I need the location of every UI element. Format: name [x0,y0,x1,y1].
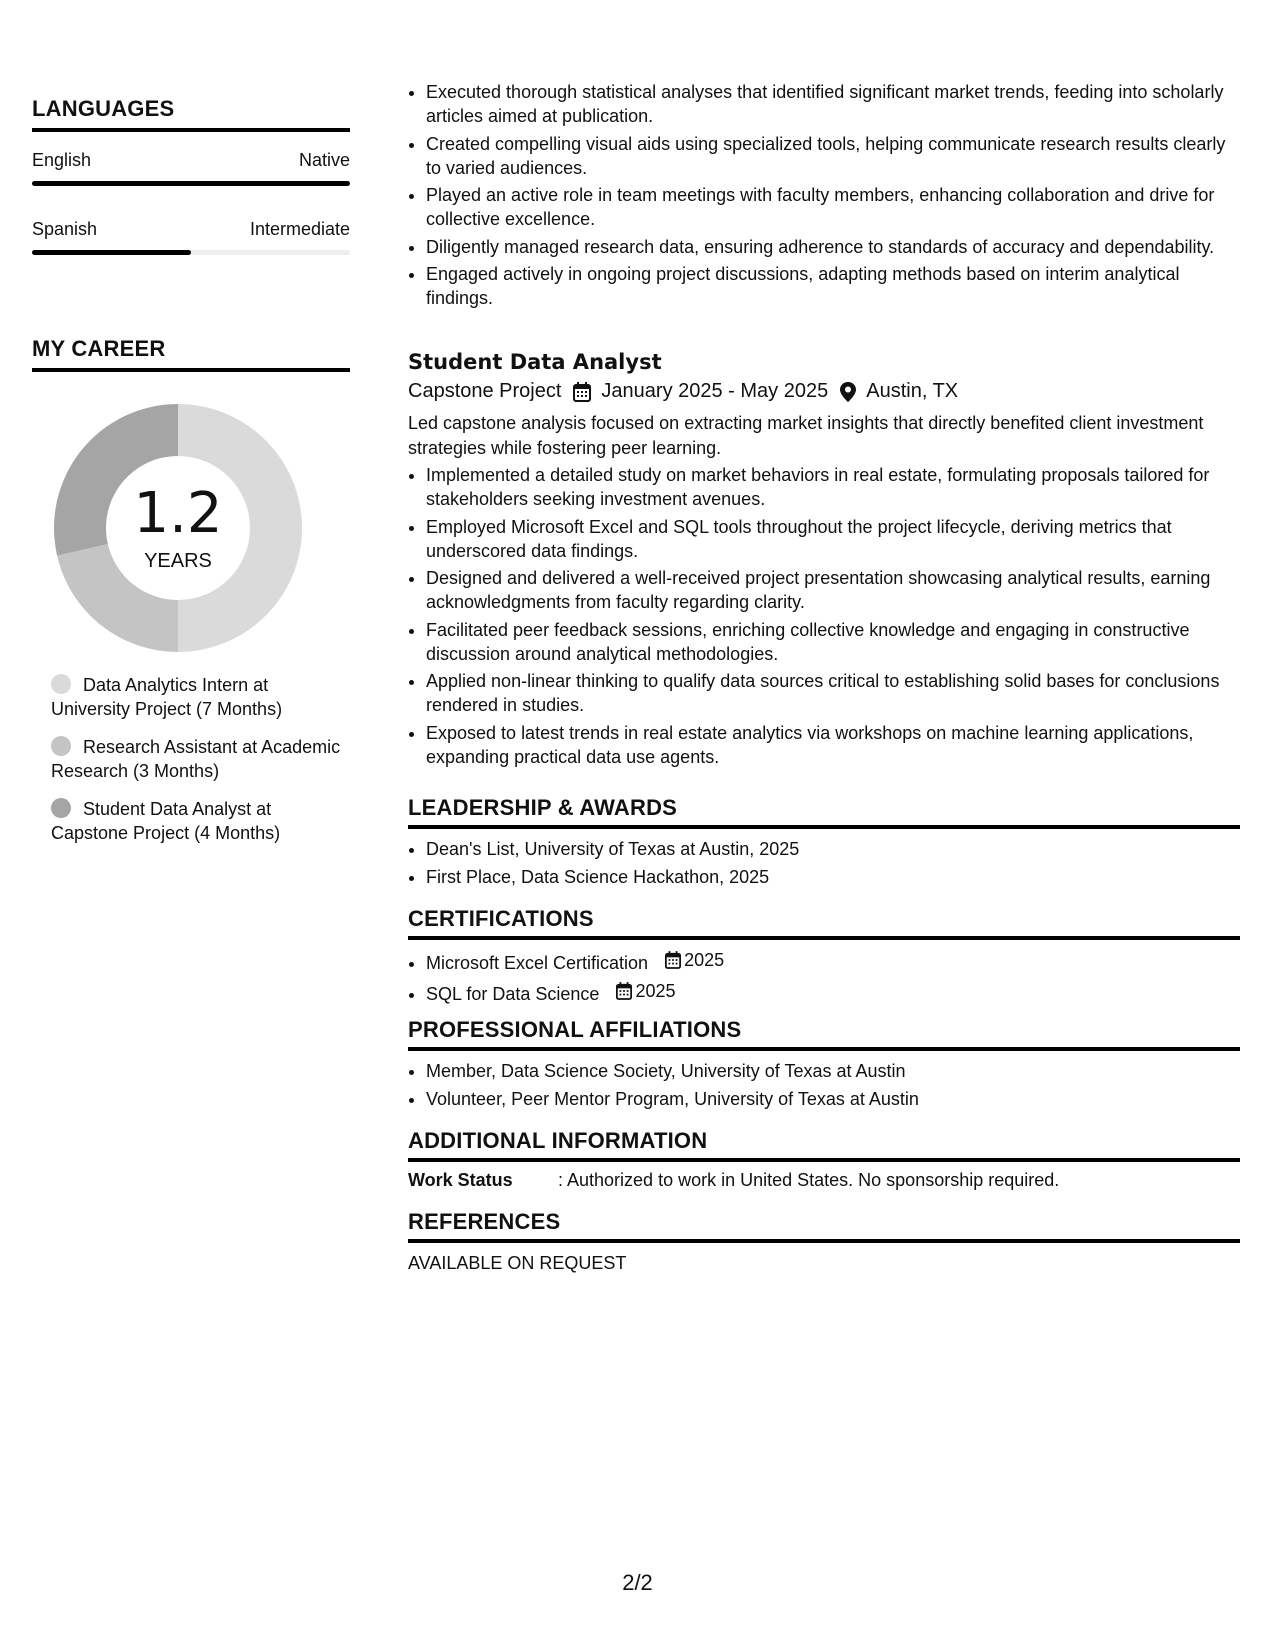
list-item [426,979,1240,1006]
list-item: • Played an active role in team meetings with faculty members, enhancing collaboration and drive for collective excellence. [426,183,1240,231]
language-level: Intermediate [249,219,350,239]
career-total-value: 1.2 [133,481,223,546]
calendar-icon [616,982,632,1000]
list-item: • Created compelling visual aids using specialized tools, helping communicate research results clearly to varied audiences. [426,132,1240,180]
job-entry [408,350,1240,772]
references-section [408,1209,1240,1274]
career-donut-chart [54,404,302,652]
language-item-spanish [32,219,350,255]
language-item-english [32,150,350,186]
certifications-section [408,906,1240,1009]
list-item: • Member, Data Science Society, University of Texas at Austin [426,1059,1240,1083]
leadership-heading: LEADERSHIP & AWARDS [408,795,1240,829]
legend-label: Data Analytics Intern at University Project (7 Months) [51,675,283,719]
work-status-value: : Authorized to work in United States. No sponsorship required. [558,1170,1060,1190]
previous-job-bullets [408,80,1240,314]
language-proficiency-bar [32,181,350,186]
legend-dot [51,798,71,818]
job-location: Austin, TX [866,380,959,402]
career-legend-item [51,797,351,845]
work-status-row [408,1170,1240,1191]
list-item: • Engaged actively in ongoing project discussions, adapting methods based on interim analytical findings. [426,262,1240,310]
certifications-heading: CERTIFICATIONS [408,906,1240,940]
legend-label: Student Data Analyst at Capstone Project (4 Months) [51,799,281,843]
calendar-icon [573,382,591,402]
list-item: • Dean's List, University of Texas at Austin, 2025 [426,837,1240,861]
job-title: Student Data Analyst [408,350,662,374]
job-description: Led capstone analysis focused on extracting market insights that directly benefited client investment strategies while fostering peer learning. [408,413,1204,458]
legend-dot [51,674,71,694]
career-legend-item [51,735,351,783]
list-item: • Diligently managed research data, ensuring adherence to standards of accuracy and dependability. [426,235,1240,259]
list-item: • Designed and delivered a well-received project presentation showcasing analytical results, earning acknowledgments from faculty regarding clarity. [426,566,1240,614]
list-item: • Facilitated peer feedback sessions, enriching collective knowledge and engaging in constructive discussion around analytical methodologies. [426,618,1240,666]
list-item: • Executed thorough statistical analyses that identified significant market trends, feeding into scholarly articles aimed at publication. [426,80,1240,128]
additional-info-heading: ADDITIONAL INFORMATION [408,1128,1240,1162]
cert-name: SQL for Data Science [426,983,600,1004]
languages-heading: LANGUAGES [32,96,350,132]
map-pin-icon [840,382,856,402]
page-number: 2/2 [622,1570,653,1595]
legend-label: Research Assistant at Academic Research (3 Months) [51,737,341,781]
list-item: • Applied non-linear thinking to qualify data sources critical to establishing solid bases for conclusions rendered in studies. [426,669,1240,717]
language-proficiency-fill [32,250,191,255]
leadership-section [408,795,1240,892]
cert-date: 2025 [635,980,676,1001]
additional-info-section [408,1128,1240,1191]
job-dates: January 2025 - May 2025 [601,380,829,402]
affiliations-section [408,1017,1240,1114]
affiliations-heading: PROFESSIONAL AFFILIATIONS [408,1017,1240,1051]
list-item: • Implemented a detailed study on market behaviors in real estate, formulating proposals tailored for stakeholders seeking investment avenues. [426,463,1240,511]
language-level: Native [298,150,350,170]
language-name: English [32,150,92,170]
career-total-unit: YEARS [144,550,212,572]
cert-date: 2025 [684,950,725,970]
references-text: AVAILABLE ON REQUEST [408,1253,627,1273]
career-legend-item [51,673,351,721]
list-item: • Exposed to latest trends in real estate analytics via workshops on machine learning applications, expanding practical data use agents. [426,721,1240,769]
legend-dot [51,736,71,756]
list-item: • Volunteer, Peer Mentor Program, University of Texas at Austin [426,1087,1240,1111]
references-heading: REFERENCES [408,1209,1240,1243]
job-meta [408,380,1240,403]
list-item: • Employed Microsoft Excel and SQL tools throughout the project lifecycle, deriving metrics that underscored data findings. [426,515,1240,563]
cert-name: Microsoft Excel Certification [426,953,649,973]
work-status-label: Work Status [408,1170,513,1190]
list-item [426,948,1240,975]
career-heading: MY CAREER [32,336,350,372]
language-proficiency-fill [32,181,350,186]
list-item: • First Place, Data Science Hackathon, 2025 [426,865,1240,889]
calendar-icon [665,951,681,969]
language-proficiency-bar [32,250,350,255]
language-name: Spanish [32,219,98,239]
job-org: Capstone Project [408,380,562,402]
